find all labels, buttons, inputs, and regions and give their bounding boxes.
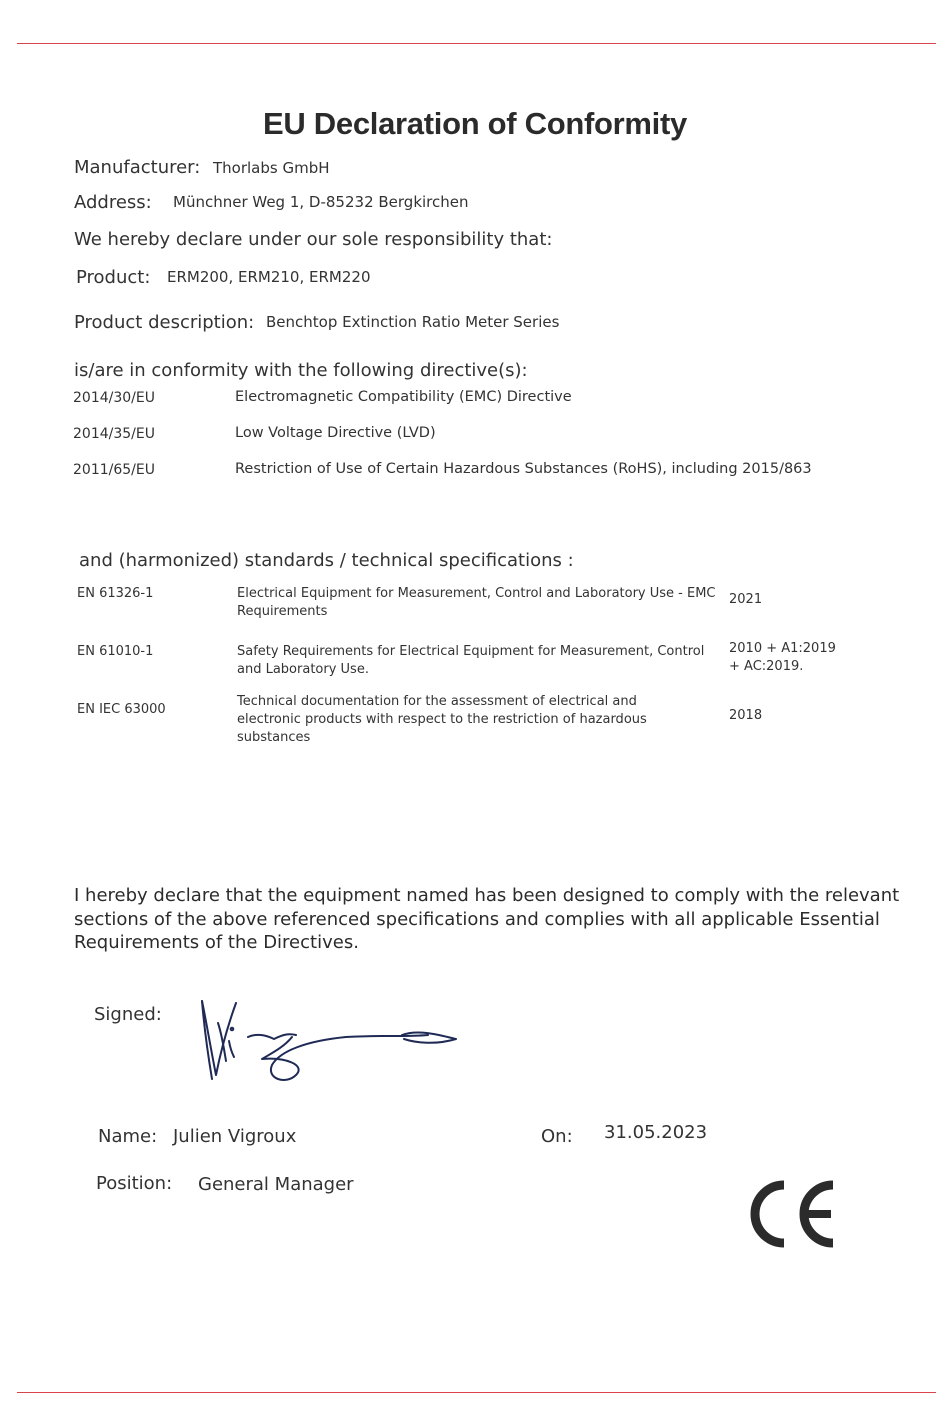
standard-text: Electrical Equipment for Measurement, Control and Laboratory Use - EMC Requirements — [237, 586, 716, 619]
position-label: Position: — [96, 1173, 173, 1194]
signature-icon — [196, 995, 466, 1090]
standard-code: EN 61010-1 — [77, 644, 154, 659]
bottom-rule — [17, 1392, 936, 1393]
manufacturer-label: Manufacturer: — [74, 157, 201, 178]
top-rule — [17, 43, 936, 44]
ce-mark-icon — [742, 1180, 838, 1248]
directive-text: Restriction of Use of Certain Hazardous Substances (RoHS), including 2015/863 — [235, 461, 812, 477]
date-value: 31.05.2023 — [604, 1122, 708, 1143]
signed-label: Signed: — [94, 1004, 162, 1025]
declare-intro: We hereby declare under our sole responsibility that: — [74, 229, 553, 250]
directive-text: Low Voltage Directive (LVD) — [235, 425, 436, 441]
directives-heading: is/are in conformity with the following directive(s): — [74, 360, 528, 381]
name-value: Julien Vigroux — [173, 1126, 297, 1147]
standard-code: EN IEC 63000 — [77, 702, 166, 717]
standard-text: Technical documentation for the assessment of electrical and electronic products with respect to the restriction of hazardous substances — [237, 694, 647, 745]
position-value: General Manager — [198, 1174, 354, 1195]
directive-code: 2011/65/EU — [73, 462, 155, 478]
directive-code: 2014/35/EU — [73, 426, 155, 442]
declaration-text: I hereby declare that the equipment named has been designed to comply with the relevant sections of the above referenced specifications and complies with all applicable Essential Requirements of the Directives. — [74, 885, 900, 953]
standard-text: Safety Requirements for Electrical Equipment for Measurement, Control and Laboratory Use. — [237, 644, 705, 677]
name-label: Name: — [98, 1126, 158, 1147]
standard-year: 2018 — [729, 708, 763, 723]
on-label: On: — [541, 1126, 573, 1147]
product-description-value: Benchtop Extinction Ratio Meter Series — [266, 313, 560, 331]
address-value: Münchner Weg 1, D-85232 Bergkirchen — [173, 193, 469, 211]
standards-heading: and (harmonized) standards / technical specifications : — [79, 550, 574, 571]
address-label: Address: — [74, 192, 152, 213]
directive-text: Electromagnetic Compatibility (EMC) Directive — [235, 389, 572, 405]
product-value: ERM200, ERM210, ERM220 — [167, 268, 371, 286]
standard-code: EN 61326-1 — [77, 586, 154, 601]
standard-year: 2021 — [729, 592, 763, 607]
product-description-label: Product description: — [74, 312, 255, 333]
directive-code: 2014/30/EU — [73, 390, 155, 406]
document-title: EU Declaration of Conformity — [263, 106, 687, 141]
manufacturer-value: Thorlabs GmbH — [213, 159, 330, 177]
product-label: Product: — [76, 267, 151, 288]
standard-year: 2010 + A1:2019 + AC:2019. — [729, 641, 836, 674]
